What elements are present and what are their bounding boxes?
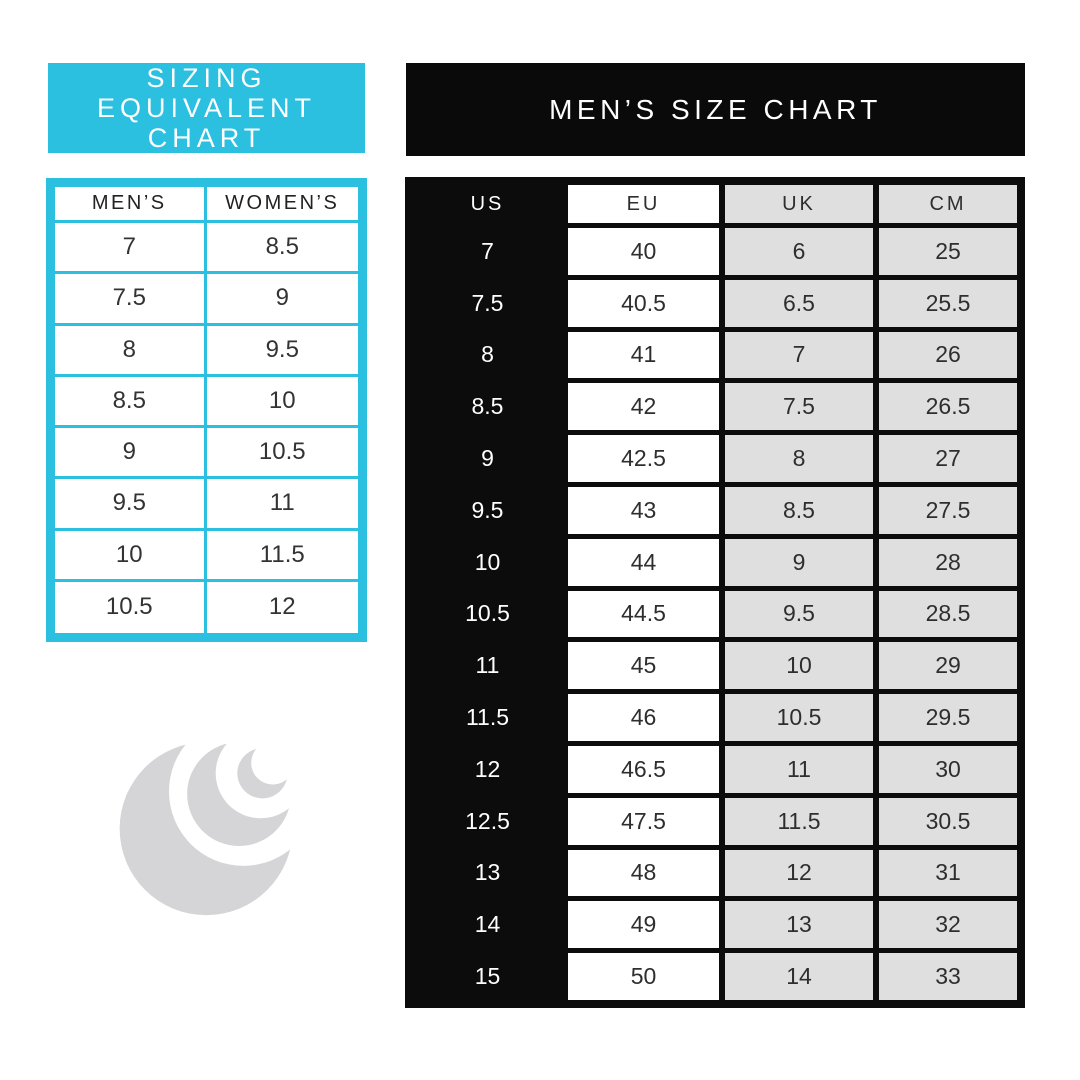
table-cell: 12.5 (465, 807, 510, 834)
table-cell: 31 (879, 850, 1017, 897)
table-cell: 47.5 (568, 798, 719, 845)
table-cell: 12 (725, 850, 873, 897)
banner-line: SIZING (146, 62, 267, 93)
banner-title: MEN’S SIZE CHART (549, 93, 882, 125)
table-cell: 8.5 (55, 377, 207, 428)
table-cell: 25 (879, 228, 1017, 275)
table-cell: 9.5 (207, 326, 359, 377)
table-cell: 25.5 (879, 280, 1017, 327)
table-cell: 41 (568, 332, 719, 379)
table-cell: 10.5 (725, 694, 873, 741)
mens-size-chart-banner (406, 63, 1025, 156)
banner-line: EQUIVALENT (96, 92, 317, 123)
table-cell: 7 (481, 237, 494, 264)
table-cell: 7 (725, 332, 873, 379)
sizing-equivalent-table (46, 178, 367, 642)
table-cell: 11.5 (725, 798, 873, 845)
table-cell: 9.5 (471, 496, 504, 523)
table-cell: 43 (568, 487, 719, 534)
table-cell: 45 (568, 642, 719, 689)
table-cell: 14 (474, 911, 501, 938)
header-cell: WOMEN’S (207, 187, 359, 223)
table-cell: 28.5 (879, 591, 1017, 638)
table-cell: 30.5 (879, 798, 1017, 845)
banner-line: CHART (147, 123, 266, 154)
table-cell: 44.5 (568, 591, 719, 638)
table-cell: 6.5 (725, 280, 873, 327)
table-cell: 9 (55, 428, 207, 479)
table-cell: 8.5 (471, 393, 504, 420)
header-cell: CM (879, 185, 1017, 223)
table-cell: 29.5 (879, 694, 1017, 741)
table-cell: 8 (55, 326, 207, 377)
table-cell: 10.5 (207, 428, 359, 479)
header-cell: MEN’S (55, 187, 207, 223)
table-cell: 15 (474, 963, 501, 990)
table-cell: 12 (268, 593, 296, 621)
table-cell: 11 (725, 746, 873, 793)
table-cell: 7.5 (55, 274, 207, 325)
table-cell: 42.5 (568, 435, 719, 482)
table-cell: 27 (879, 435, 1017, 482)
table-cell: 30 (879, 746, 1017, 793)
table-cell: 14 (725, 953, 873, 1000)
table-cell: 11 (475, 652, 500, 679)
table-cell: 10 (725, 642, 873, 689)
table-cell: 7.5 (725, 383, 873, 430)
table-cell: 40.5 (568, 280, 719, 327)
table-cell: 9 (207, 274, 359, 325)
table-cell: 40 (568, 228, 719, 275)
header-cell: US (470, 192, 505, 215)
table-cell: 26.5 (879, 383, 1017, 430)
table-cell: 10.5 (55, 582, 207, 633)
table-cell: 29 (879, 642, 1017, 689)
table-cell: 7.5 (471, 289, 504, 316)
table-cell: 9.5 (725, 591, 873, 638)
table-cell: 9 (481, 445, 494, 472)
crescent-moons-logo-icon (98, 700, 323, 940)
table-cell: 8 (725, 435, 873, 482)
table-cell: 42 (568, 383, 719, 430)
table-cell: 48 (568, 850, 719, 897)
table-cell: 13 (725, 901, 873, 948)
table-cell: 50 (568, 953, 719, 1000)
table-cell: 46 (568, 694, 719, 741)
table-cell: 9 (725, 539, 873, 586)
table-cell: 7 (55, 223, 207, 274)
sizing-equivalent-chart-banner (48, 63, 365, 153)
table-cell: 26 (879, 332, 1017, 379)
table-cell: 28 (879, 539, 1017, 586)
table-cell: 13 (474, 859, 501, 886)
table-cell: 49 (568, 901, 719, 948)
header-cell: UK (725, 185, 873, 223)
table-cell: 6 (725, 228, 873, 275)
table-cell: 8.5 (725, 487, 873, 534)
table-cell: 44 (568, 539, 719, 586)
table-cell: 11.5 (465, 704, 510, 731)
table-cell: 8.5 (207, 223, 359, 274)
table-cell: 8 (481, 341, 494, 368)
table-cell: 10 (474, 548, 501, 575)
table-cell: 32 (879, 901, 1017, 948)
table-cell: 10.5 (465, 600, 510, 627)
table-cell: 27.5 (879, 487, 1017, 534)
table-cell: 12 (474, 755, 501, 782)
table-cell: 11.5 (207, 531, 359, 582)
table-cell: 9.5 (55, 479, 207, 530)
table-cell: 11 (207, 479, 359, 530)
table-cell: 10 (55, 531, 207, 582)
table-cell: 33 (879, 953, 1017, 1000)
table-cell: 46.5 (568, 746, 719, 793)
header-cell: EU (568, 185, 719, 223)
table-cell: 10 (207, 377, 359, 428)
mens-size-table (405, 177, 1025, 1008)
